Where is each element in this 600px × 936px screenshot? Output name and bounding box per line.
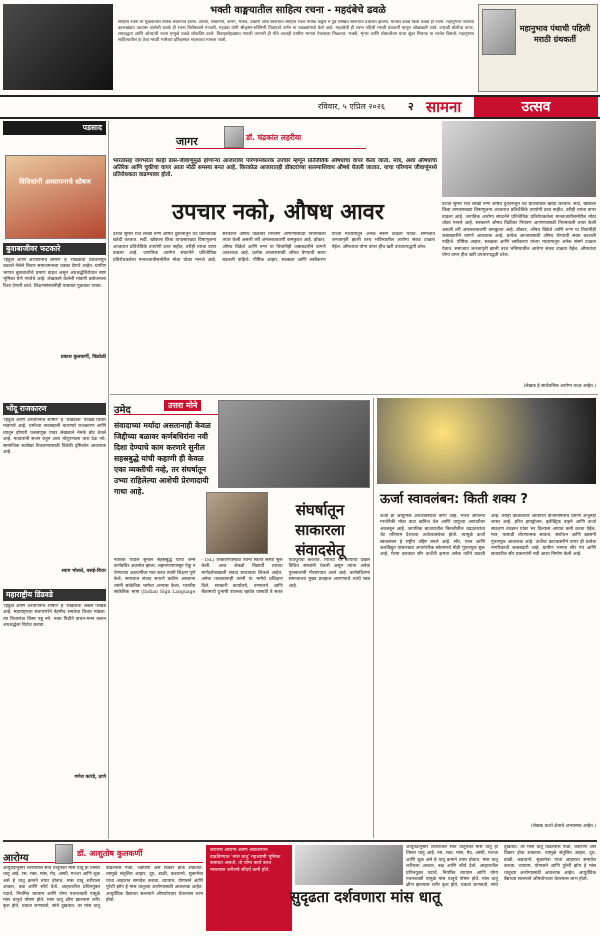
masthead-date: रविवार, ५ एप्रिल २०२६	[318, 102, 386, 111]
masthead	[0, 95, 600, 119]
jagar-author: डॉ. चंद्रकांत लहरीया	[246, 133, 302, 142]
letter-1-heading: बुवाबाजीवर फटकारे	[3, 243, 106, 255]
letter-2-heading: भोंदू राजकारण	[3, 403, 106, 415]
masthead-page-number: २	[408, 100, 414, 113]
umed-group-photo	[218, 400, 370, 488]
section-divider-2	[3, 840, 597, 842]
book-title: विविधांगी अध्यापनाचे शोषण	[19, 178, 91, 186]
top-headline: भक्ती वाङ्मयातील साहित्य रचना - महदंबेचे ढवळे	[210, 5, 386, 16]
sidebar	[3, 121, 106, 839]
jagar-headline: उपचार नको, औषध आवर	[172, 200, 384, 225]
arogya-quote: शरीराचे आरोग्य आणि आकारमान वाढविण्यात 'मांस धातू' महत्त्वाची भूमिका बजावत असतो. तो योग्य कार्य करत नसल्यास शरीराचे सौंदर्य कमी होते.	[210, 848, 281, 873]
arogya-body: आयुर्वेदानुसार शरीरातील सात धातूंपैकी मांस धातू हा तिसरा धातू आहे. रस, रक्त, मांस, मेद, अस्थी, मज्जा आणि शुक्र असे हे धातू क्रमाने तयार होतात. मांस धातू शरीराला आकार, बळ आणि स्थैर्य देतो. आहारातील प्रथिनयुक्त पदार्थ, नियमित व्यायाम आणि योग्य पचनशक्ती यांमुळे मांस धातूचे पोषण होते. मांस धातू क्षीण झाल्यास शरीर कृश होते, थकवा जाणवतो, सांधे दुखतात. तर मांस धातू वाढल्यास गाठी, जडपणा असे विकार होऊ शकतात. त्यामुळे संतुलित आहार, दूध, डाळी, कडधान्ये, सुकामेवा यांचा आहारात समावेश करावा. व्यायाम, योगासने आणि पुरेशी झोप हे मांस धातूच्या आरोग्यासाठी आवश्यक आहेत. आयुर्वेदिक वैद्याच्या सल्ल्याने औषधोपचार घेतल्यास लाभ होतो.	[3, 866, 203, 910]
letter-3-body: 'हिंदुत्व आणि अध्यापनाचे शोषण' हे 'रोखठोक' लेखन परखड आहे. महाराष्ट्राच्या संतपरंपरेने नेहमीच समतेचा विचार मांडला. त्या विचारांचा विसर पडू नये. नव्या पिढीने वाचन-मनन करून अंधश्रद्धेला विरोध करावा.	[3, 604, 106, 629]
arogya-image	[295, 845, 403, 885]
arogya-tag: आरोग्य	[3, 853, 29, 864]
arogya-quote-box	[206, 845, 292, 931]
arogya-header	[3, 846, 203, 863]
portrait-image	[482, 9, 516, 55]
umed-body: नाशिक येथील सुनील सहस्रबुद्धे यांचा जन्म कर्णबधिर अवस्थेत झाला. लहानपणापासून ऐकू न येण्याच्या अडचणींवर मात करत त्यांनी शिक्षण पूर्ण केले. समाजात संवाद साधणे कठीण असताना त्यांनी सांकेतिक भाषेचा अभ्यास केला. भारतीय सांकेतिक भाषा (Indian Sign Language - ISL) शिकवण्यासाठी त्यांनी स्वतंत्र संस्था सुरू केली. आज शेकडो विद्यार्थी त्यांच्या मार्गदर्शनाखाली संवाद साधायला शिकले आहेत. अनेक पालकांनाही त्यांनी या भाषेचे प्रशिक्षण दिले. सरकारी कार्यालये, रुग्णालये आणि बँकांमध्ये दुभाषी उपलब्ध व्हावेत यासाठी ते सतत पाठपुरावा करतात. त्यांच्या या कार्याची दखल विविध संस्थांनी घेतली असून त्यांना अनेक पुरस्कारांनी गौरवण्यात आले आहे. कर्णबधिरांना समाजाच्या मुख्य प्रवाहात आणण्याचे त्यांचे स्वप्न आहे.	[114, 558, 370, 596]
arogya-body-continued: आयुर्वेदानुसार शरीरातील सात धातूंपैकी मांस धातू हा तिसरा धातू आहे. रस, रक्त, मांस, मेद, अस्थी, मज्जा आणि शुक्र असे हे धातू क्रमाने तयार होतात. मांस धातू शरीराला आकार, बळ आणि स्थैर्य देतो. आहारातील प्रथिनयुक्त पदार्थ, नियमित व्यायाम आणि योग्य पचनशक्ती यांमुळे मांस धातूचे पोषण होते. मांस धातू क्षीण झाल्यास शरीर कृश होते, थकवा जाणवतो, सांधे दुखतात. तर मांस धातू वाढल्यास गाठी, जडपणा असे विकार होऊ शकतात. त्यामुळे संतुलित आहार, दूध, डाळी, कडधान्ये, सुकामेवा यांचा आहारात समावेश करावा. व्यायाम, योगासने आणि पुरेशी झोप हे मांस धातूच्या आरोग्यासाठी आवश्यक आहेत. आयुर्वेदिक वैद्याच्या सल्ल्याने औषधोपचार घेतल्यास लाभ होतो.	[406, 845, 596, 889]
jagar-header	[176, 130, 366, 149]
letter-3-author: गणेश कारंडे, ठाणे	[74, 775, 106, 780]
feature-label: महानुभाव पंथाची पहिली मराठी ग्रंथकर्ती	[519, 24, 591, 44]
top-strip	[0, 0, 600, 94]
umed-tag: उमेद	[114, 405, 131, 416]
top-left-image	[3, 4, 113, 90]
energy-headline: ऊर्जा स्वावलंबन: किती शक्य ?	[380, 492, 528, 507]
umed-portrait	[206, 492, 268, 554]
arogya-author-photo	[55, 844, 73, 864]
sidebar-title: पडसाद	[3, 121, 106, 135]
section-divider-1	[110, 394, 598, 395]
umed-intro: संवादाच्या मर्यादा असतानाही केवळ जिद्दीच्या बळावर कर्णबधिरांना नवी दिशा देण्याचे काम करणारे सुनील सहस्रबुद्धे यांची कहाणी ही केवळ एका व्यक्तीची नव्हे, तर संघर्षातून उभ्या राहिलेल्या आशेची प्रेरणादायी गाथा आहे.	[114, 421, 211, 496]
jagar-intro: भारतासह जगभरात काही डास-जीवाणूंमुळे होणाऱ्या आजारांवर परिणामकारक उपचार म्हणून प्रतिजैविक औषधांचा वापर केला जातो. मात्र, अशा औषधांचा अतिरेक आणि चुकीचा वापर आता मोठी समस्या बनत आहे. किरकोळ आजारातही डॉक्टरांच्या सल्ल्याशिवाय औषधे घेतली जातात. याचा परिणाम जीवाणूंमध्ये प्रतिरोधकता वाढण्यावर होतो.	[113, 158, 437, 178]
umed-energy-divider	[373, 398, 374, 838]
energy-body: ऊर्जा हा आधुनिक अर्थव्यवस्थेचा कणा आहे. भारत आपल्या गरजेपैकी मोठा वाटा खनिज तेल आणि वायूच्या आयातीवर अवलंबून आहे. जागतिक बाजारातील किमतीतील चढउतारांचा थेट परिणाम देशाच्या अर्थव्यवस्थेवर होतो. त्यामुळे ऊर्जा स्वावलंबन हे राष्ट्रीय उद्दिष्ट बनले आहे. सौर, पवन आणि जलविद्युत यांसारख्या अपारंपरिक स्रोतांमध्ये मोठी गुंतवणूक सुरू आहे. गेल्या दशकात सौर ऊर्जेची क्षमता अनेक पटीने वाढली आहे. तरीही कोळशावर आधारित वीजनिर्मितीचे प्रमाण अजूनही जास्त आहे. हरित हायड्रोजन, इलेक्ट्रिक वाहने आणि ऊर्जा साठवण तंत्रज्ञान यांवर भर दिल्यास आयात कमी करता येईल. मात्र, यासाठी धोरणात्मक सातत्य, संशोधन आणि खासगी गुंतवणूक आवश्यक आहे. ऊर्जेचा काटकसरीने वापर ही प्रत्येक नागरिकाची जबाबदारी आहे. ग्रामीण भागात सौर पंप आणि छतावरील सौर प्रकल्पांनी नवी आशा निर्माण केली आहे.	[380, 514, 596, 558]
energy-credit: (लेखक ऊर्जा क्षेत्राचे अभ्यासक आहेत.)	[530, 824, 596, 829]
energy-image	[377, 398, 596, 484]
masthead-paper: सामना	[426, 98, 462, 116]
jagar-author-photo	[224, 126, 244, 148]
jagar-body: देशात सुमारे रोज लाखो रुग्ण औषध दुकानांतून थेट प्रतिजैविके खरेदी करतात. सर्दी, खोकला किंवा तापासारख्या विषाणूजन्य आजारात प्रतिजैविके उपयोगी ठरत नाहीत, तरीही त्यांचा वापर वाढला आहे. जागतिक आरोग्य संघटनेने प्रतिजैविक प्रतिरोधकतेला मानवजातीसमोरील मोठा धोका मानले आहे. सरकारने औषध विक्रीवर नियंत्रण आणण्यासाठी नियमावली तयार केली असली तरी अंमलबजावणी कमकुवत आहे. डॉक्टर, औषध विक्रेते आणि रुग्ण या तिघांनीही जबाबदारीने वागणे आवश्यक आहे. प्रत्येक आजारासाठी औषध घेण्याची सवय बदलली पाहिजे. पौष्टिक आहार, स्वच्छता आणि लसीकरण यांच्या माध्यमातून अनेक संसर्ग टाळता येतात. समाजात जनजागृती झाली तरच भविष्यातील आरोग्य संकट टाळता येईल. औषधांचा योग्य वापर हीच खरी उपचारपद्धती ठरेल.	[113, 232, 435, 263]
feature-box	[478, 4, 598, 92]
arogya-headline: सुदृढता दर्शवणारा मांस धातू	[290, 888, 441, 906]
arogya-body-right	[406, 845, 596, 933]
jagar-tag: जागर	[176, 135, 198, 148]
arogya-author: डॉ. आशुतोष कुलकर्णी	[77, 849, 143, 858]
jagar-image	[442, 121, 596, 197]
letter-2-author: श्याम भोसले, वसई-विरार	[61, 569, 106, 574]
umed-headline: संघर्षातून साकारला संवादसेतू	[295, 501, 345, 559]
jagar-body-continued: देशात सुमारे रोज लाखो रुग्ण औषध दुकानांतून थेट प्रतिजैविके खरेदी करतात. सर्दी, खोकला किंवा तापासारख्या विषाणूजन्य आजारात प्रतिजैविके उपयोगी ठरत नाहीत, तरीही त्यांचा वापर वाढला आहे. जागतिक आरोग्य संघटनेने प्रतिजैविक प्रतिरोधकतेला मानवजातीसमोरील मोठा धोका मानले आहे. सरकारने औषध विक्रीवर नियंत्रण आणण्यासाठी नियमावली तयार केली असली तरी अंमलबजावणी कमकुवत आहे. डॉक्टर, औषध विक्रेते आणि रुग्ण या तिघांनीही जबाबदारीने वागणे आवश्यक आहे. प्रत्येक आजारासाठी औषध घेण्याची सवय बदलली पाहिजे. पौष्टिक आहार, स्वच्छता आणि लसीकरण यांच्या माध्यमातून अनेक संसर्ग टाळता येतात. समाजात जनजागृती झाली तरच भविष्यातील आरोग्य संकट टाळता येईल. औषधांचा योग्य वापर हीच खरी उपचारपद्धती ठरेल.	[442, 202, 596, 259]
jagar-body-right	[442, 202, 596, 382]
letter-2-body: 'हिंदुत्व आणि अध्यापनाचे शोषण' हे 'रोखठोक' परखड विचार मांडणारे आहे. धर्माच्या नावाखाली चालणारे राजकारण आणि त्यातून होणारी फसवणूक यावर लेखकाने नेमके बोट ठेवले आहे. मतदारांनी सजग राहून अशा भोंदूपणाला थारा देऊ नये. सामाजिक सलोखा टिकवण्यासाठी विवेकी दृष्टिकोन आवश्यक आहे.	[3, 418, 106, 456]
book-cover-image	[5, 155, 106, 239]
sidebar-divider	[108, 121, 109, 839]
jagar-credit: (लेखक हे सार्वजनिक आरोग्य तज्ज्ञ आहेत.)	[523, 384, 596, 389]
letter-1-body: 'हिंदुत्व आणि अध्यापनाचे शोषण' हे 'रोखठोक' प्रवचनातून उठवले गेलेले विचार समाजमनाला धक्का देणारे आहेत. ग्रामीण भागात बुवाबाजीचे प्रमाण वाढत असून अंधश्रद्धेविरोधात स्पष्ट भूमिका घेणे गरजेचे आहे. लेखकाने केलेली मांडणी प्रबोधनाला दिशा देणारी ठरते. शिक्षणसंस्थांनीही याबाबत पुढाकार घ्यावा.	[3, 258, 106, 289]
letter-3-heading: महाराष्ट्रीय डिंडवडे	[3, 589, 106, 601]
umed-author: उत्तरा मोने	[164, 400, 201, 411]
masthead-section: उत्सव	[474, 97, 598, 117]
top-body: साहित्य रचना या मुळवातील नैतिक स्वरूपात होत्या. ओव्या, लोकगीते, अभंग, भारुडे, उखाणे अशा स्वरूपात साहित्य रचना नैतिक वाङ्मय न पुढे लिखित स्वरूपात प्रचलित झाल्या. यातील डवळे किंवा धवळे ही रचना. महानुभाव पंथाच्या कालखंडात उदयास आलेली धवळे ही रचना विशेषत्वाने गाजली. महदंबा यांनी श्रीकृष्ण-रुक्मिणी विवाहाचे वर्णन या धवळ्यांमध्ये केले आहे. महदंबेची ही रचना पहिली मराठी ग्रंथकर्ती म्हणून ओळखली जाते. वऱ्हाडी बोलीचा वापर, लयबद्धता आणि ओव्यांची रचना यामुळे धवळे लोकप्रिय ठरले. विवाहसोहळ्यात गायली जाणारी ही गीते आजही ग्रामीण भागात ऐकायला मिळतात. भक्ती, शृंगार आणि लोकजीवन यांचा सुंदर मिलाफ या रचनेत दिसतो. महानुभाव साहित्यातील हा ठेवा मराठी भाषेच्या इतिहासात महत्त्वाचा मानला जातो.	[118, 20, 474, 43]
letter-1-author: प्रकाश कुलकर्णी, विक्रोळी	[60, 355, 106, 360]
